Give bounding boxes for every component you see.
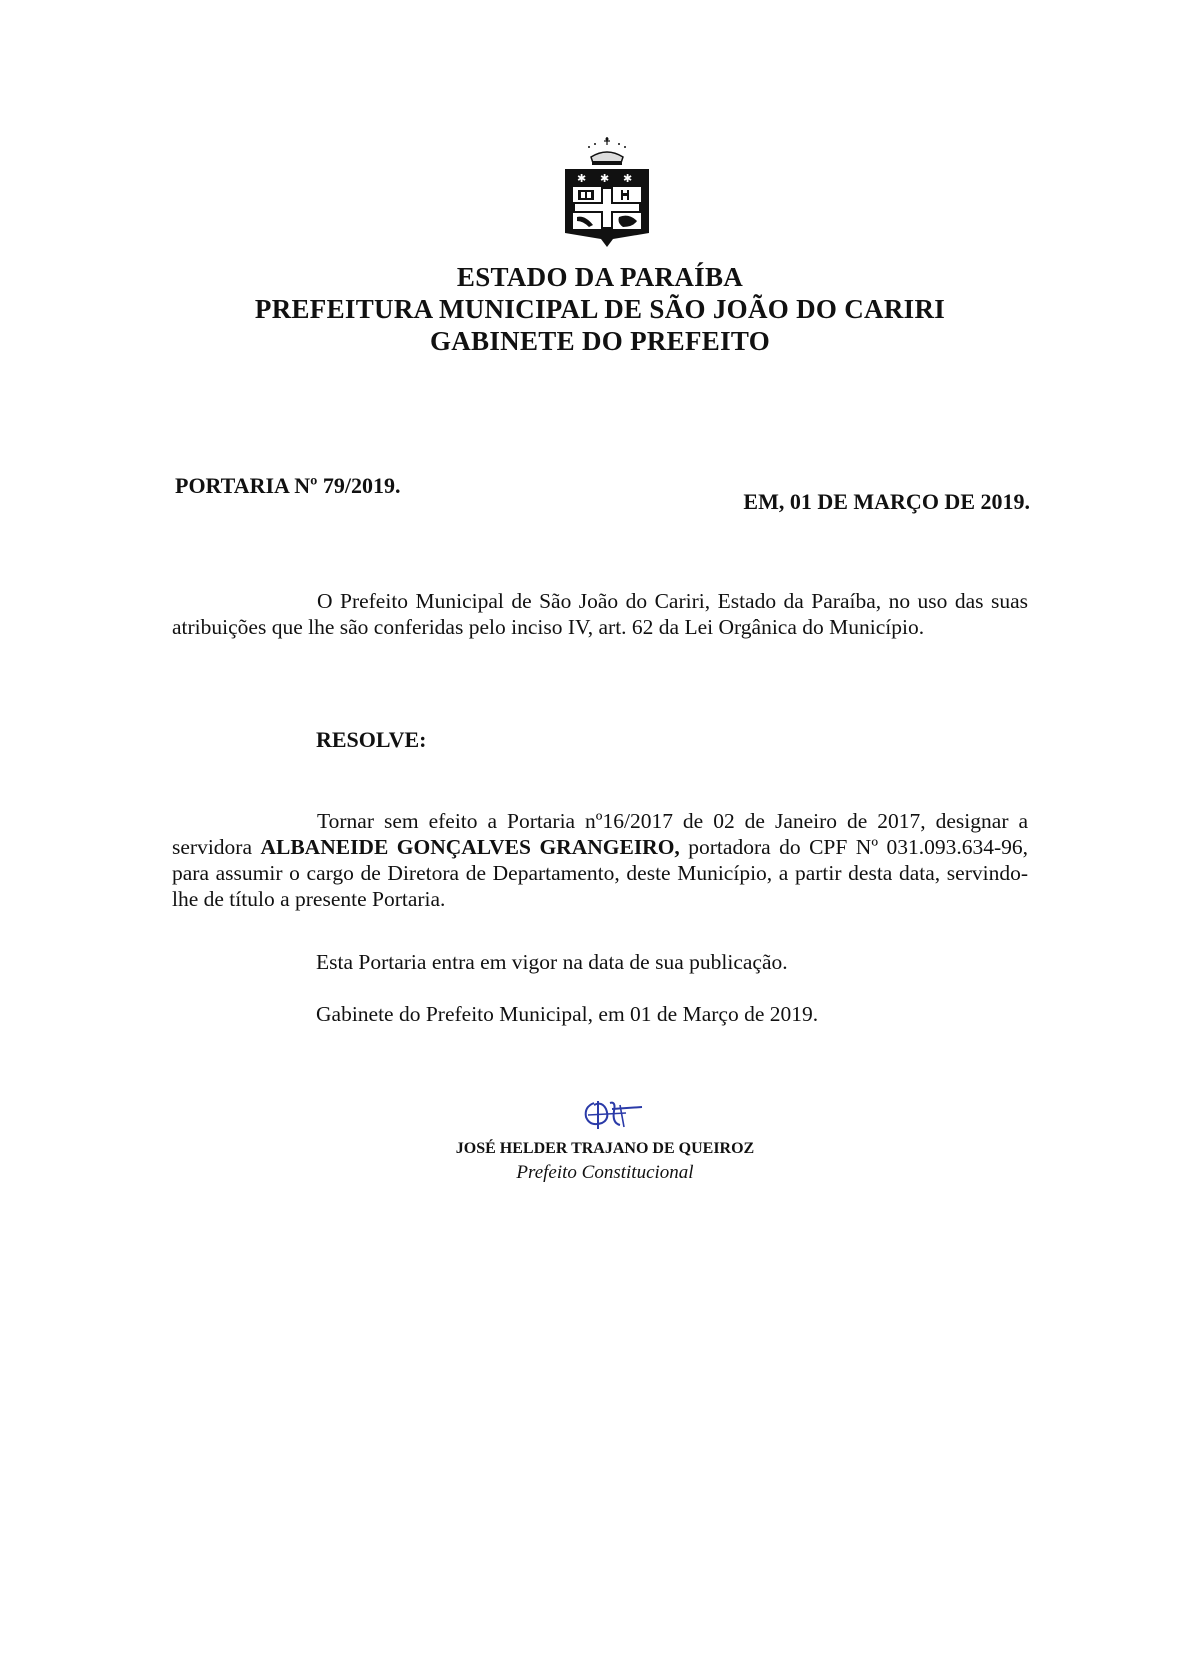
- intro-text: O Prefeito Municipal de São João do Cariri, Estado da Paraíba, no uso das suas atribuições que lhe são conferidas pelo inciso IV, art. 62 da Lei Orgânica do Município.: [172, 589, 1028, 639]
- municipal-coat-of-arms-icon: [563, 135, 651, 255]
- appointee-name: ALBANEIDE GONÇALVES GRANGEIRO,: [260, 835, 680, 859]
- portaria-number: PORTARIA Nº 79/2019.: [175, 473, 401, 498]
- header-municipality: PREFEITURA MUNICIPAL DE SÃO JOÃO DO CARIRI: [254, 294, 946, 324]
- decision-paragraph: [172, 808, 1028, 912]
- resolve-heading: RESOLVE:: [316, 727, 427, 752]
- portaria-date: EM, 01 DE MARÇO DE 2019.: [743, 489, 1030, 514]
- intro-paragraph: [172, 588, 1028, 640]
- header-state: ESTADO DA PARAÍBA: [456, 262, 744, 292]
- signer-name: JOSÉ HELDER TRAJANO DE QUEIROZ: [455, 1140, 755, 1157]
- signer-title: Prefeito Constitucional: [516, 1162, 694, 1183]
- svg-text:✱: ✱: [577, 172, 587, 185]
- svg-text:✱: ✱: [623, 172, 633, 185]
- handwritten-signature-icon: [580, 1097, 650, 1133]
- vigor-paragraph: Esta Portaria entra em vigor na data de sua publicação.: [316, 950, 788, 974]
- svg-text:✱: ✱: [600, 172, 610, 185]
- decision-text-1: Tornar sem efeito a Portaria nº16/2017 de 02 de Janeiro de 2017, designar a servidora: [172, 809, 1028, 859]
- decision-text-2: portadora do CPF Nº 031.093.634-96, para assumir o cargo de Diretora de Departamento, deste Município, a partir desta data, servindo-lhe de título a presente Portaria.: [172, 835, 1028, 911]
- closing-paragraph: Gabinete do Prefeito Municipal, em 01 de Março de 2019.: [316, 1002, 819, 1026]
- header-office: GABINETE DO PREFEITO: [429, 326, 771, 356]
